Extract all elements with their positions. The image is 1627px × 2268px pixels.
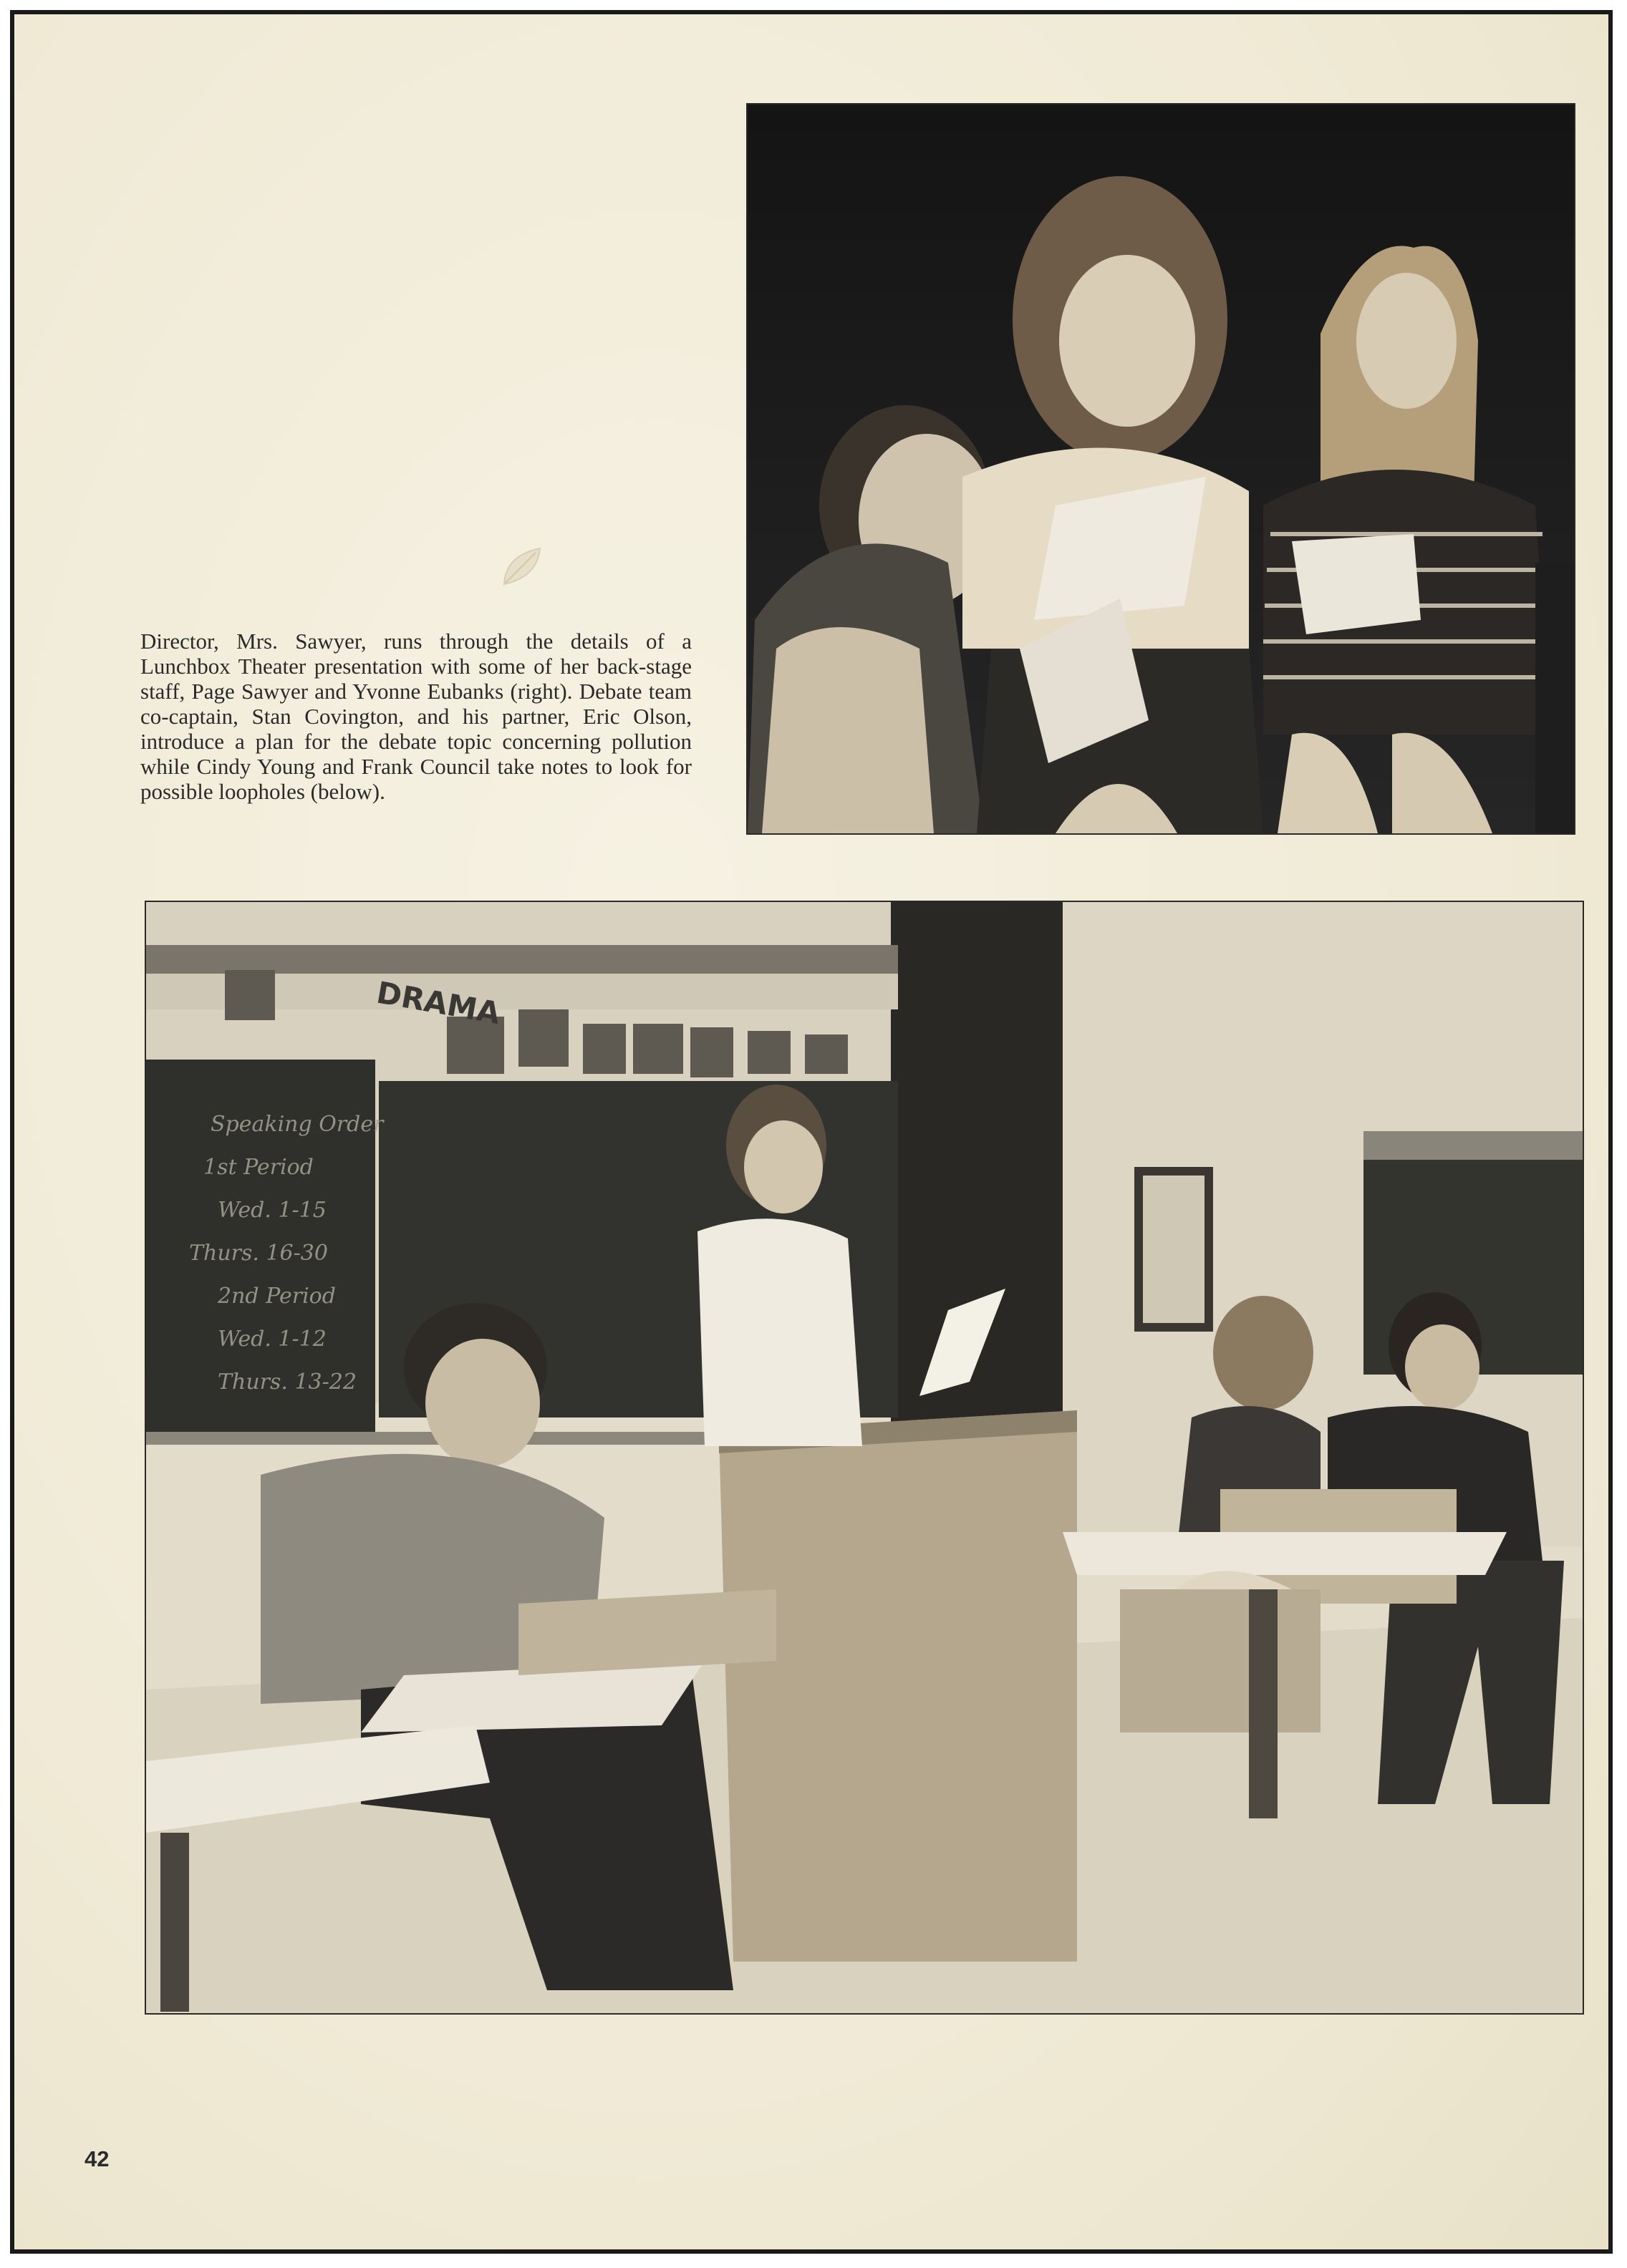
- chalk-line-5: 2nd Period: [218, 1284, 336, 1309]
- photo-drama-staff-image: [748, 105, 1574, 833]
- chalk-line-6: Wed. 1-12: [218, 1327, 327, 1352]
- chalk-line-3: Wed. 1-15: [218, 1198, 327, 1223]
- page-frame: [10, 10, 1613, 2254]
- photo-debate-team-image: [146, 902, 1583, 2013]
- chalk-line-7: Thurs. 13-22: [218, 1370, 357, 1395]
- chalk-line-4: Thurs. 16-30: [189, 1241, 328, 1266]
- board-banner: DRAMA: [374, 974, 503, 1032]
- chalk-line-1: Speaking Order: [211, 1112, 384, 1137]
- yearbook-page: [14, 14, 1608, 2249]
- photo-caption: Director, Mrs. Sawyer, runs through the details of a Lunchbox Theater presentation with some of her back-stage staff, Page Sawyer and Yvonne Eubanks (right). Debate team co-captain, Stan Covington, and his partner, Eric Olson, introduce a plan for the debate topic concerning pollution while Cindy Young and Frank Council take notes to look for possible loopholes (below).: [140, 629, 692, 804]
- photo-debate-team: [146, 902, 1583, 2013]
- chalk-line-2: 1st Period: [203, 1155, 314, 1180]
- page-number: 42: [85, 2146, 110, 2171]
- leaf-ornament-icon: [498, 543, 546, 590]
- photo-drama-staff: [748, 105, 1574, 833]
